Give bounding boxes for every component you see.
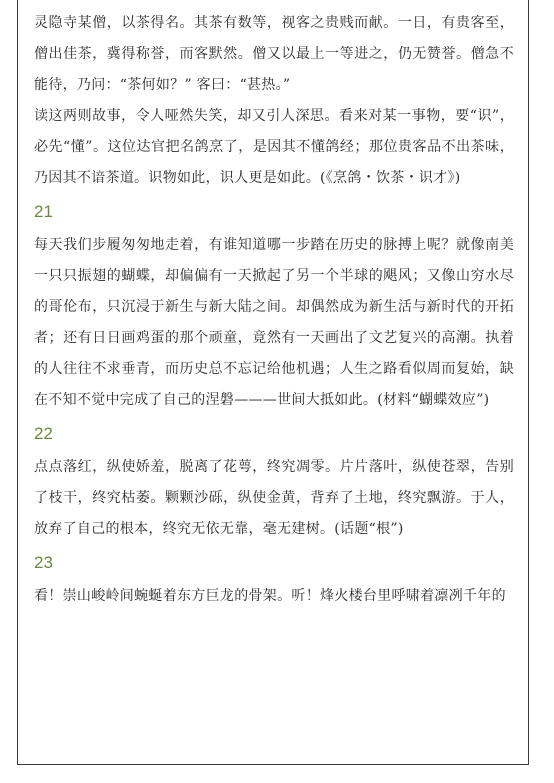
paragraph: 灵隐寺某僧，以茶得名。其茶有数等，视客之贵贱而献。一日，有贵客至，僧出佳茶，冀得称誉，而客默然。僧又以最上一等进之，仍无赞誉。僧急不能待，乃问：“茶何如？” 客曰：“甚热。”: [34, 15, 514, 93]
paragraph: 点点落红，纵使娇羞，脱离了花萼，终究凋零。片片落叶，纵使苍翠，告别了枝干，终究枯萎。颗颗沙砾，纵使金黄，背弃了土地，终究飘游。于人，放弃了自己的根本，终究无依无靠，毫无建树。(话题“根”): [34, 459, 514, 537]
paragraph: 每天我们步履匆匆地走着，有谁知道哪一步踏在历史的脉搏上呢？就像南美一只只振翅的蝴蝶，却偏偏有一天掀起了另一个半球的飓风；又像山穷水尽的哥伦布，只沉浸于新生与新大陆之间。却偶然成为新生活与新时代的开拓者；还有日日画鸡蛋的那个顽童，竟然有一天画出了文艺复兴的高潮。执着的人往往不求垂青，而历史总不忘记给他机遇；人生之路看似周而复始，缺在不知不觉中完成了自己的涅磐———世间大抵如此。(材料“蝴蝶效应”): [34, 237, 514, 408]
passage-continued: [34, 8, 514, 194]
document-body: [34, 8, 514, 612]
passage-number: 22: [34, 424, 53, 443]
paragraph: 读这两则故事，令人哑然失笑，却又引人深思。看来对某一事物，要“识”，必先“懂”。这位达官把名鸽烹了，是因其不懂鸽经；那位贵客品不出茶味，乃因其不谙茶道。识物如此，识人更是如此。(《烹鸽・饮茶・识才》): [34, 108, 514, 186]
passage-21: [34, 198, 514, 416]
passage-23: [34, 549, 514, 612]
passage-number: 21: [34, 202, 53, 221]
passage-number: 23: [34, 553, 53, 572]
paragraph: 看！崇山峻岭间蜿蜒着东方巨龙的骨架。听！烽火楼台里呼啸着凛冽千年的: [34, 588, 506, 604]
passage-22: [34, 420, 514, 545]
